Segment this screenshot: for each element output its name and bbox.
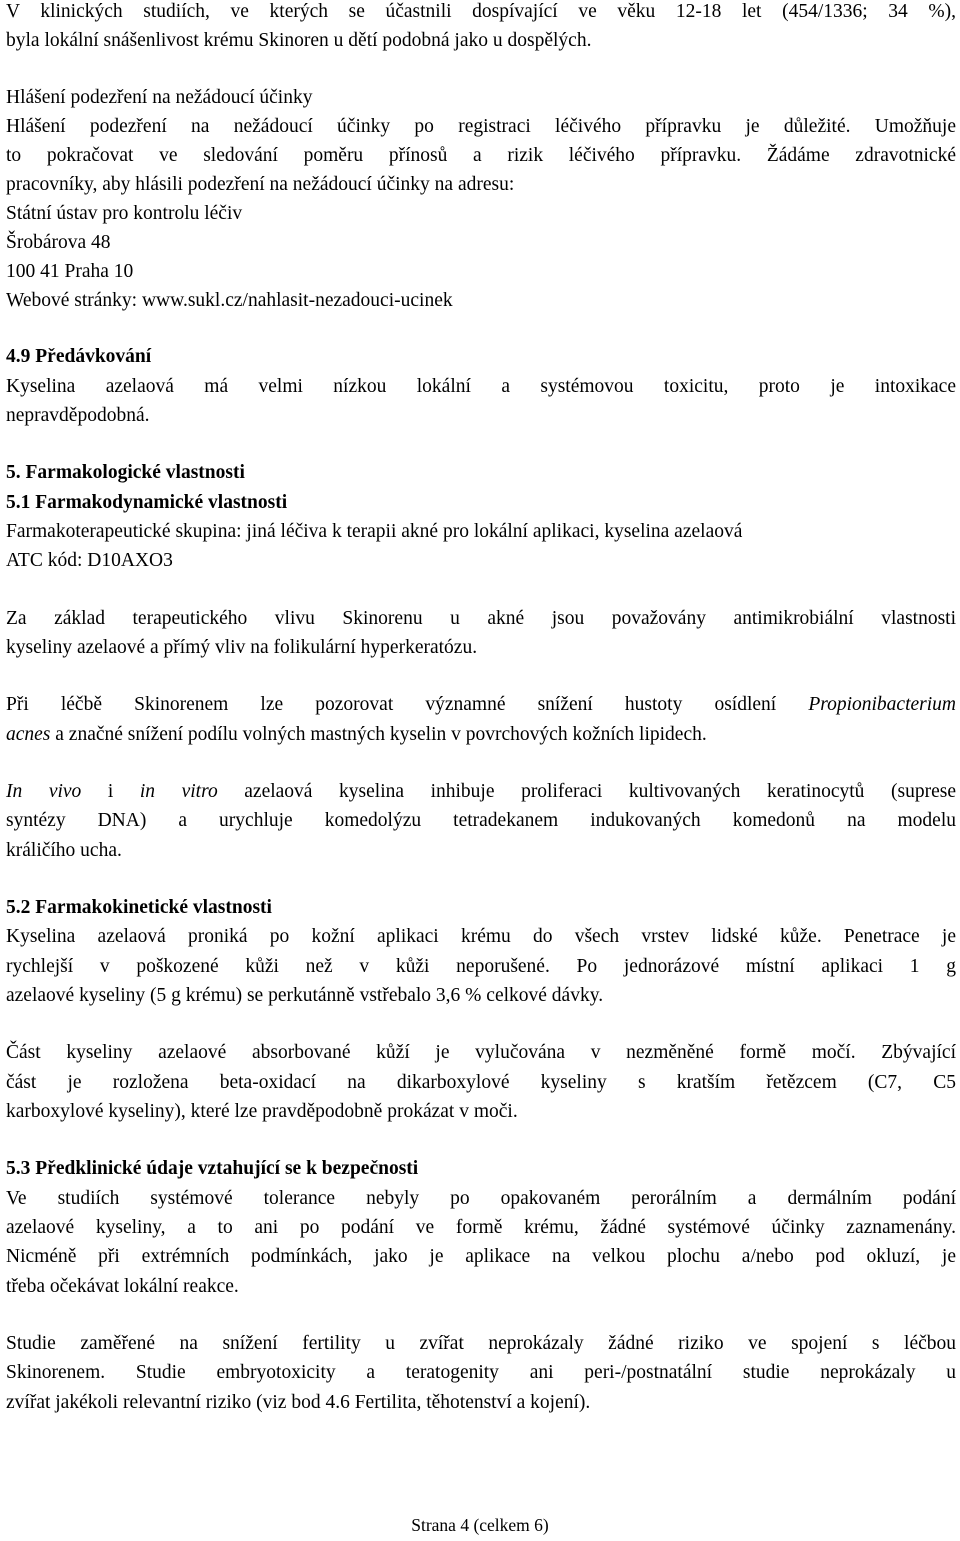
section-heading: 5.2 Farmakokinetické vlastnosti xyxy=(6,897,272,918)
paragraph-line: Skinorenem. Studie embryotoxicity a teratogenity ani peri-/postnatální studie neprokázaly u xyxy=(6,1362,956,1383)
section-heading: 5. Farmakologické vlastnosti xyxy=(6,462,245,483)
text-run: azelaová kyselina inhibuje proliferaci kultivovaných keratinocytů (suprese xyxy=(217,781,956,802)
paragraph-line: Za základ terapeutického vlivu Skinorenu u akné jsou považovány antimikrobiální vlastnosti xyxy=(6,608,956,629)
text-run: Při léčbě Skinorenem lze pozorovat významné snížení hustoty osídlení xyxy=(6,694,809,715)
paragraph-line xyxy=(6,720,707,750)
italic-term: In vivo xyxy=(6,781,82,802)
paragraph-line: to pokračovat ve sledování poměru přínosů a rizik léčivého přípravku. Žádáme zdravotnické xyxy=(6,145,956,166)
address-line: Státní ústav pro kontrolu léčiv xyxy=(6,203,243,224)
paragraph-line: rychlejší v poškozené kůži než v kůži neporušené. Po jednorázové místní aplikaci 1 g xyxy=(6,956,956,977)
paragraph-line: zvířat jakékoli relevantní riziko (viz bod 4.6 Fertilita, těhotenství a kojení). xyxy=(6,1392,591,1413)
paragraph-line xyxy=(6,690,956,720)
paragraph-line: část je rozložena beta-oxidací na dikarboxylové kyseliny s kratším řetězcem (C7, C5 xyxy=(6,1072,956,1093)
text-run: a značné snížení podílu volných mastných kyselin v povrchových kožních lipidech. xyxy=(50,724,707,745)
website-line: Webové stránky: www.sukl.cz/nahlasit-nezadouci-ucinek xyxy=(6,290,453,311)
paragraph-line: syntézy DNA) a urychluje komedolýzu tetradekanem indukovaných komedonů na modelu xyxy=(6,810,956,831)
text-run: i xyxy=(81,781,140,802)
paragraph-line: Hlášení podezření na nežádoucí účinky po registraci léčivého přípravku je důležité. Umožňuje xyxy=(6,116,956,137)
paragraph-line: Kyselina azelaová proniká po kožní aplikaci krému do všech vrstev lidské kůže. Penetrace je xyxy=(6,926,956,947)
page-number: Strana 4 (celkem 6) xyxy=(411,1515,549,1535)
paragraph-line: Nicméně při extrémních podmínkách, jako je aplikace na velkou plochu a/nebo pod okluzí, je xyxy=(6,1246,956,1267)
paragraph-line: kyseliny azelaové a přímý vliv na folikulární hyperkeratózu. xyxy=(6,637,478,658)
paragraph-line: byla lokální snášenlivost krému Skinoren u dětí podobná jako u dospělých. xyxy=(6,30,592,51)
paragraph-line: ATC kód: D10AXO3 xyxy=(6,550,173,571)
section-heading: 5.3 Předklinické údaje vztahující se k bezpečnosti xyxy=(6,1158,419,1179)
section-heading: Hlášení podezření na nežádoucí účinky xyxy=(6,87,313,108)
paragraph-line xyxy=(6,777,956,807)
address-line: Šrobárova 48 xyxy=(6,232,111,253)
paragraph-line: azelaové kyseliny, a to ani po podání ve formě krému, žádné systémové účinky zaznamenány. xyxy=(6,1217,956,1238)
paragraph-line: nepravděpodobná. xyxy=(6,405,150,426)
italic-term: in vitro xyxy=(139,781,218,802)
address-line: 100 41 Praha 10 xyxy=(6,261,134,282)
paragraph-line: Ve studiích systémové tolerance nebyly po opakovaném perorálním a dermálním podání xyxy=(6,1188,956,1209)
paragraph-line: králičího ucha. xyxy=(6,840,122,861)
section-heading: 5.1 Farmakodynamické vlastnosti xyxy=(6,492,288,513)
paragraph-line: Kyselina azelaová má velmi nízkou lokální a systémovou toxicitu, proto je intoxikace xyxy=(6,376,956,397)
paragraph-line: pracovníky, aby hlásili podezření na nežádoucí účinky na adresu: xyxy=(6,174,515,195)
paragraph-line: karboxylové kyseliny), které lze pravděpodobně prokázat v moči. xyxy=(6,1101,518,1122)
paragraph-line: azelaové kyseliny (5 g krému) se perkutánně vstřebalo 3,6 % celkové dávky. xyxy=(6,985,604,1006)
section-heading: 4.9 Předávkování xyxy=(6,346,152,367)
paragraph-line: V klinických studiích, ve kterých se účastnili dospívající ve věku 12-18 let (454/1336; 34 %), xyxy=(6,1,956,22)
paragraph-line: Část kyseliny azelaové absorbované kůží je vylučována v nezměněné formě močí. Zbývající xyxy=(6,1042,956,1063)
paragraph-line: Farmakoterapeutické skupina: jiná léčiva k terapii akné pro lokální aplikaci, kyselina azelaová xyxy=(6,521,743,542)
paragraph-line: Studie zaměřené na snížení fertility u zvířat neprokázaly žádné riziko ve spojení s léčbou xyxy=(6,1333,956,1354)
italic-term: acnes xyxy=(6,724,51,745)
paragraph-line: třeba očekávat lokální reakce. xyxy=(6,1276,239,1297)
italic-term: Propionibacterium xyxy=(808,694,956,715)
